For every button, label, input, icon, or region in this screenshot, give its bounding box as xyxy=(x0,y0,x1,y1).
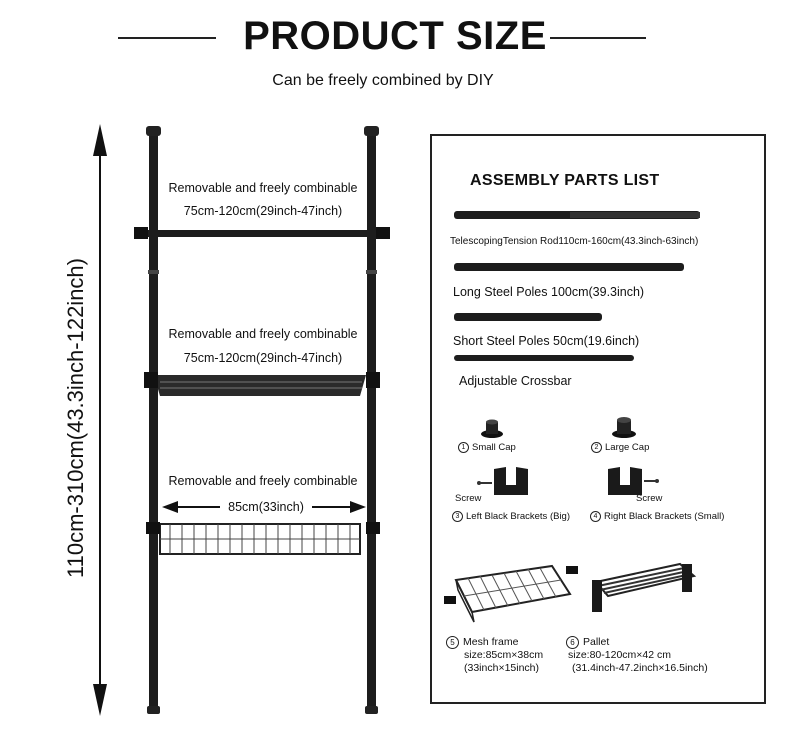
screw-left-label: Screw xyxy=(455,493,482,504)
mid-shelf-label-2: 75cm-120cm(29inch-47inch) xyxy=(183,351,343,365)
right-bracket-label: 4 Right Black Brackets (Small) xyxy=(590,511,724,522)
top-shelf-label-2: 75cm-120cm(29inch-47inch) xyxy=(183,204,343,218)
screw-right-label: Screw xyxy=(636,493,663,504)
mesh-frame-info: 5 Mesh frame size:85cm×38cm (33inch×15inch) xyxy=(446,636,543,675)
large-cap-label: 2 Large Cap xyxy=(591,442,649,453)
left-bracket-label: 3 Left Black Brackets (Big) xyxy=(452,511,570,522)
mid-shelf-label-1: Removable and freely combinable xyxy=(168,327,358,341)
pallet-icon xyxy=(588,560,700,620)
page-title: PRODUCT SIZE xyxy=(243,14,547,58)
height-label: 110cm-310cm(43.3inch-122inch) xyxy=(63,258,88,578)
telescoping-rod-label: TelescopingTension Rod110cm-160cm(43.3inch-63inch) xyxy=(450,236,699,247)
page-subtitle: Can be freely combined by DIY xyxy=(272,72,494,89)
parts-title: ASSEMBLY PARTS LIST xyxy=(470,172,660,189)
basket-label: Removable and freely combinable xyxy=(168,474,358,488)
small-cap-label: 1 Small Cap xyxy=(458,442,516,453)
small-cap-icon xyxy=(480,416,504,438)
top-shelf-label-1: Removable and freely combinable xyxy=(168,181,358,195)
large-cap-icon xyxy=(611,414,637,438)
mesh-frame-icon xyxy=(442,560,582,628)
left-bracket-icon xyxy=(476,463,532,499)
short-poles-label: Short Steel Poles 50cm(19.6inch) xyxy=(453,334,640,348)
long-poles-label: Long Steel Poles 100cm(39.3inch) xyxy=(453,285,645,299)
basket-width-label: 85cm(33inch) xyxy=(228,500,304,514)
crossbar-label: Adjustable Crossbar xyxy=(459,374,572,388)
pallet-info: 6 Pallet size:80-120cm×42 cm (31.4inch-47.2inch×16.5inch) xyxy=(568,636,708,674)
